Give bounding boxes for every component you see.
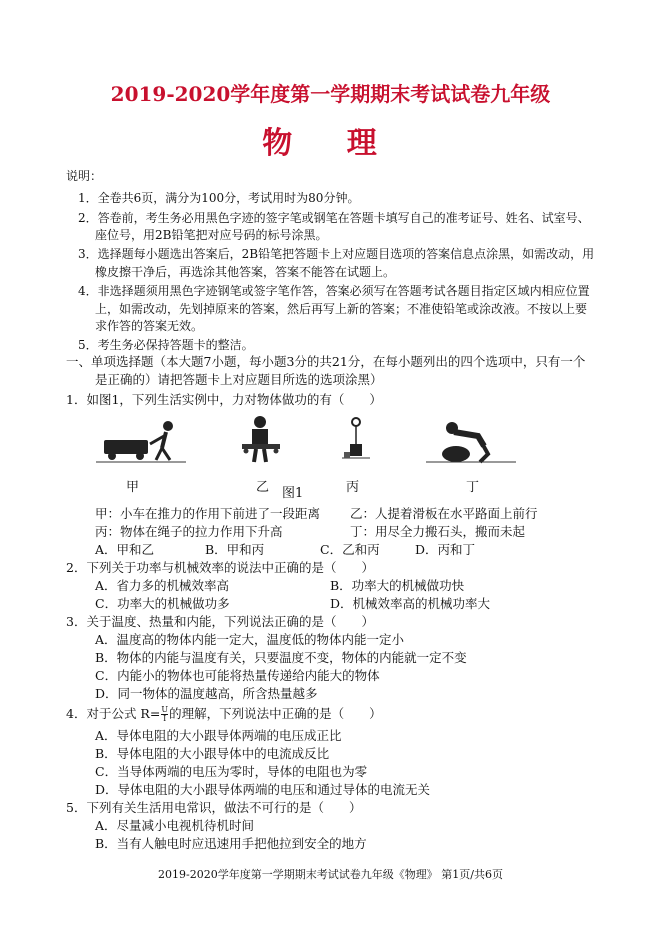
q4-stem-suffix: 的理解，下列说法中正确的是（ ） — [169, 706, 382, 721]
instruction-item: 4．非选择题须用黑色字迹钢笔或签字笔作答，答案必须写在答题考试各题目指定区域内相应位置 — [78, 284, 590, 298]
q1-desc-bing: 丙：物体在绳子的拉力作用下升高 — [95, 524, 283, 539]
q4-formula-fraction — [161, 706, 168, 723]
instruction-item: 5．考生务必保持答题卡的整洁。 — [78, 338, 254, 352]
instruction-item: 求作答的答案无效。 — [95, 319, 204, 333]
figure-pulley-lifting — [336, 414, 376, 476]
q2-option-b: B．功率大的机械做功快 — [330, 578, 465, 593]
q2-option-a: A．省力多的机械效率高 — [95, 578, 230, 593]
question-4-stem — [66, 706, 382, 723]
section-heading-cont: 是正确的）请把答题卡上对应题目所选的选项涂黑） — [95, 372, 383, 387]
figure-cart-pushing — [96, 414, 186, 476]
q1-option-d: D．丙和丁 — [415, 542, 476, 557]
q4-stem-prefix: 4．对于公式 R= — [66, 706, 161, 721]
question-2-stem: 2．下列关于功率与机械效率的说法中正确的是（ ） — [66, 560, 374, 575]
figure-carrying-board — [236, 414, 286, 476]
q1-desc-jia: 甲：小车在推力的作用下前进了一段距离 — [95, 506, 321, 521]
instruction-item: 橡皮擦干净后，再选涂其他答案，答案不能答在试题上。 — [95, 265, 396, 279]
q3-option-b: B．物体的内能与温度有关，只要温度不变，物体的内能就一定不变 — [95, 650, 467, 665]
instruction-item: 1．全卷共6页，满分为100分，考试用时为80分钟。 — [78, 191, 360, 205]
q3-option-a: A．温度高的物体内能一定大，温度低的物体内能一定小 — [95, 632, 405, 647]
q2-option-d: D．机械效率高的机械功率大 — [330, 596, 491, 611]
question-1-stem: 1．如图1，下列生活实例中，力对物体做功的有（ ） — [66, 392, 382, 407]
subject-title: 物 理 — [262, 126, 399, 161]
figure-label-bing: 丙 — [346, 480, 360, 495]
q1-option-b: B．甲和丙 — [205, 542, 265, 557]
q4-frac-numerator: U — [161, 705, 169, 714]
figure-1 — [96, 414, 566, 504]
q4-option-c: C．当导体两端的电压为零时，导体的电阻也为零 — [95, 764, 368, 779]
question-5-stem: 5．下列有关生活用电常识，做法不可行的是（ ） — [66, 800, 362, 815]
q1-option-a: A．甲和乙 — [95, 542, 155, 557]
figure-label-jia: 甲 — [126, 480, 140, 495]
instruction-item: 座位号，用2B铅笔把对应号码的标号涂黑。 — [95, 228, 328, 242]
q3-option-d: D．同一物体的温度越高，所含热量越多 — [95, 686, 318, 701]
q4-option-a: A．导体电阻的大小跟导体两端的电压成正比 — [95, 728, 342, 743]
q4-option-d: D．导体电阻的大小跟导体两端的电压和通过导体的电流无关 — [95, 782, 431, 797]
question-3-stem: 3．关于温度、热量和内能，下列说法正确的是（ ） — [66, 614, 374, 629]
q5-option-a: A．尽量减小电视机待机时间 — [95, 818, 255, 833]
instruction-item: 2．答卷前，考生务必用黑色字迹的签字笔或钢笔在答题卡填写自己的准考证号、姓名、试室号、 — [78, 211, 590, 225]
q2-option-c: C．功率大的机械做功多 — [95, 596, 230, 611]
instructions-heading: 说明： — [66, 169, 103, 183]
q1-desc-yi: 乙：人提着滑板在水平路面上前行 — [350, 506, 538, 521]
section-heading: 一、单项选择题（本大题7小题，每小题3分的共21分，在每小题列出的四个选项中，只有一个 — [66, 354, 586, 369]
figure-label-yi: 乙 — [256, 480, 270, 495]
q1-option-c: C．乙和丙 — [320, 542, 380, 557]
figure-caption: 图1 — [282, 486, 304, 501]
q4-frac-denominator: I — [163, 714, 167, 723]
q1-desc-ding: 丁：用尽全力搬石头，搬而未起 — [350, 524, 526, 539]
exam-title: 2019-2020学年度第一学期期末考试试卷九年级 — [110, 82, 551, 106]
instruction-item: 3．选择题每小题选出答案后，2B铅笔把答题卡上对应题目选项的答案信息点涂黑，如需改动，用 — [78, 247, 595, 261]
q4-option-b: B．导体电阻的大小跟导体中的电流成反比 — [95, 746, 330, 761]
q5-option-b: B．当有人触电时应迅速用手把他拉到安全的地方 — [95, 836, 367, 851]
q3-option-c: C．内能小的物体也可能将热量传递给内能大的物体 — [95, 668, 380, 683]
page-footer: 2019-2020学年度第一学期期末考试试卷九年级《物理》 第1页/共6页 — [158, 868, 503, 881]
figure-lifting-stone — [426, 414, 516, 476]
figure-label-ding: 丁 — [466, 480, 480, 495]
instruction-item: 上，如需改动，先划掉原来的答案，然后再写上新的答案；不准使铅笔或涂改液。不按以上要 — [95, 302, 588, 316]
